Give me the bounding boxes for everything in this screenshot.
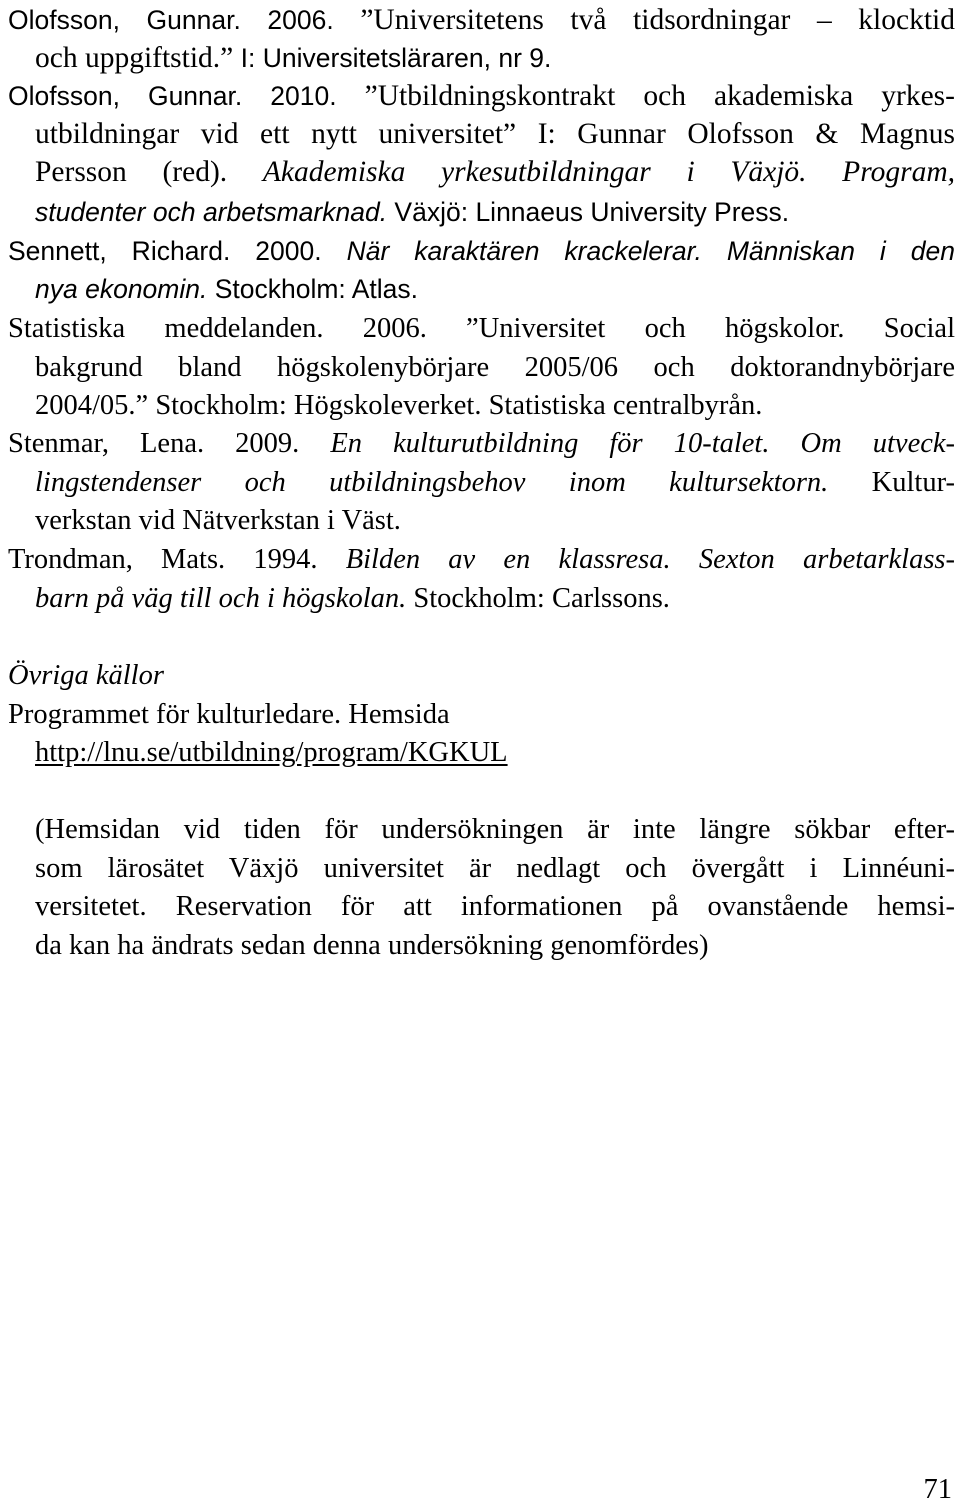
reference-line: barn på väg till och i högskolan. Stockholm: Carlssons.: [35, 583, 670, 614]
reference-line: Statistiska meddelanden. 2006. ”Universitet och högskolor. Social: [8, 313, 955, 344]
reference-line: Olofsson, Gunnar. 2010. ”Utbildningskontrakt och akademiska yrkes-: [8, 80, 955, 112]
reference-line: bakgrund bland högskolenybörjare 2005/06 och doktorandnybörjare: [35, 352, 955, 383]
reference-line: nya ekonomin. Stockholm: Atlas.: [35, 274, 418, 304]
reference-line: lingstendenser och utbildningsbehov inom kultursektorn. Kultur-: [35, 467, 955, 498]
reference-line: studenter och arbetsmarknad. Växjö: Linnaeus University Press.: [35, 197, 790, 227]
reference-line: Olofsson, Gunnar. 2006. ”Universitetens två tidsordningar – klocktid: [8, 4, 955, 36]
reference-line: Trondman, Mats. 1994. Bilden av en klassresa. Sexton arbetarklass-: [8, 544, 956, 575]
program-line: Programmet för kulturledare. Hemsida: [8, 699, 450, 730]
note-line: da kan ha ändrats sedan denna undersökning genomfördes): [35, 930, 709, 961]
reference-line: utbildningar vid ett nytt universitet” I: Gunnar Olofsson & Magnus: [35, 118, 955, 150]
page-number: 71: [923, 1474, 952, 1505]
other-sources-heading: Övriga källor: [8, 660, 164, 691]
note-line: (Hemsidan vid tiden för undersökningen är inte längre sökbar efter-: [35, 814, 955, 845]
note-line: som lärosätet Växjö universitet är nedlagt och övergått i Linnéuni-: [35, 853, 955, 884]
reference-line: 2004/05.” Stockholm: Högskoleverket. Statistiska centralbyrån.: [35, 390, 763, 421]
reference-line: Sennett, Richard. 2000. När karaktären krackelerar. Människan i den: [8, 236, 955, 266]
reference-line: Stenmar, Lena. 2009. En kulturutbildning för 10-talet. Om utveck-: [8, 428, 956, 459]
note-line: versitetet. Reservation för att informationen på ovanstående hemsi-: [35, 891, 955, 922]
reference-line: Persson (red). Akademiska yrkesutbildningar i Växjö. Program,: [35, 156, 955, 188]
homepage-link[interactable]: http://lnu.se/utbildning/program/KGKUL: [35, 737, 508, 768]
reference-line: och uppgiftstid.” I: Universitetsläraren, nr 9.: [35, 42, 552, 74]
reference-line: verkstan vid Nätverkstan i Väst.: [35, 505, 401, 536]
